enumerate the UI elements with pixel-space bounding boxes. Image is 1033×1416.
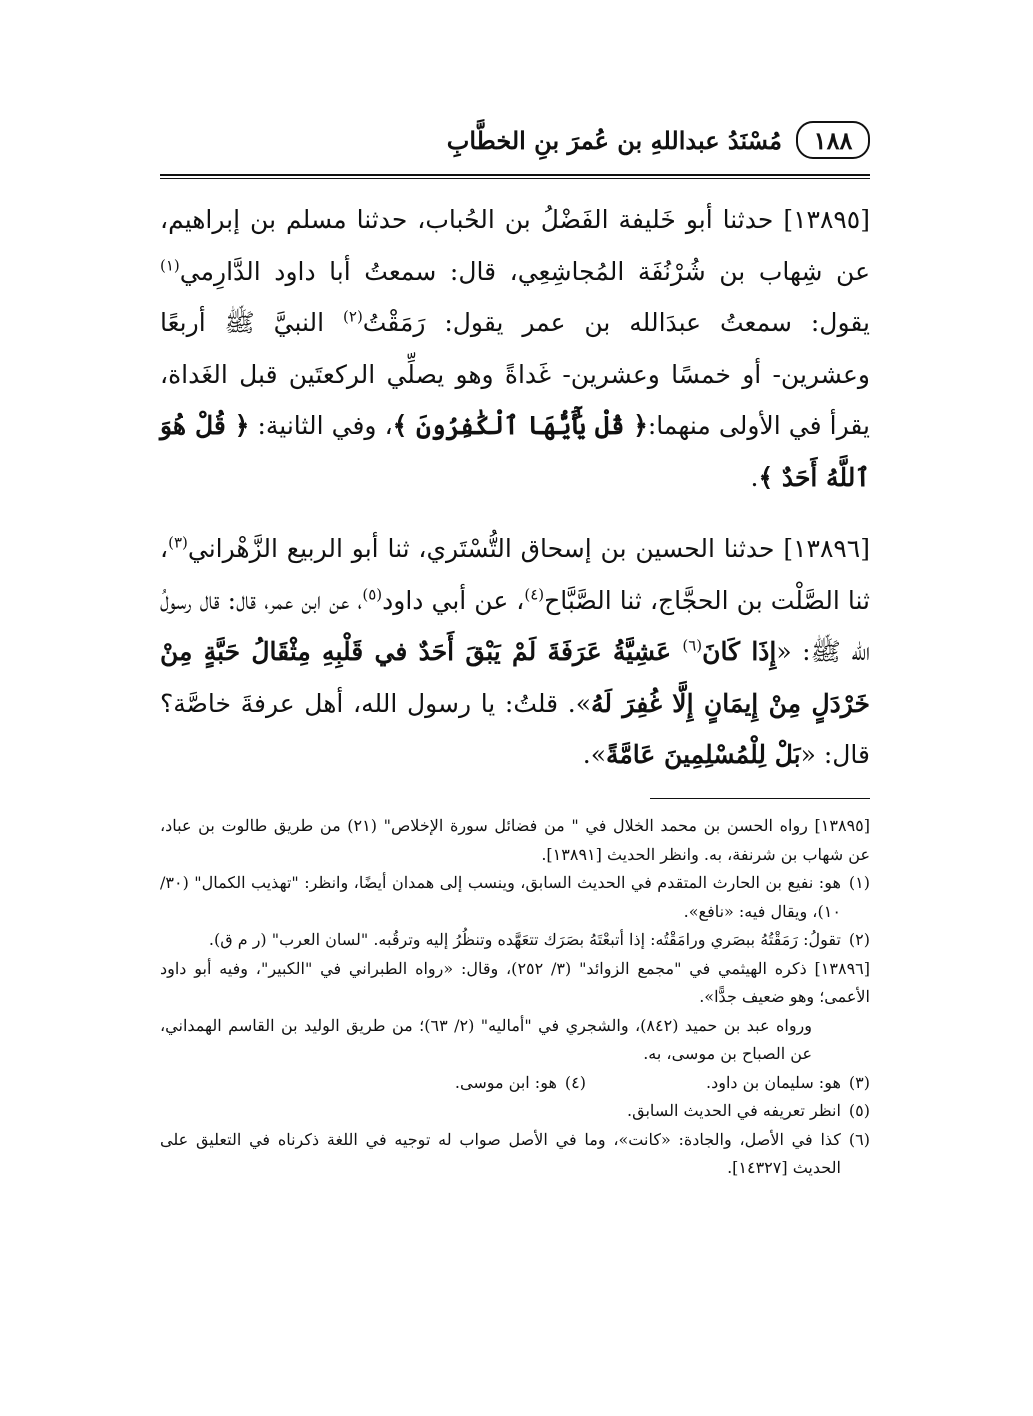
hadith-text: ، عن ابن عمر، قال: قال رسولُ الله ﷺ: « [160,585,871,666]
footnote-ref-4[interactable]: (٤) [524,585,545,604]
hadith-text: ». [582,740,606,769]
footnote-3-4 [160,1069,870,1098]
footnote-6 [160,1126,870,1183]
hadith-text: ، وفي الثانية: [249,411,393,440]
page-header [160,120,870,160]
footnote-text: هو: سليمان بن داود. [706,1072,841,1092]
footnote-marker: (٢) [848,930,870,949]
hadith-13896 [160,523,870,781]
hadith-text: . [750,462,759,492]
hadith-number: [١٣٨٩٦] [783,534,870,563]
quran-verse: ﴿ قُلْ هُوَ ٱللَّهُ أَحَدٌ ﴾ [160,411,870,492]
footnotes [160,812,870,1183]
running-title: مُسْنَدُ عبداللهِ بن عُمرَ بنِ الخطَّابِ [446,125,782,155]
footnote-4 [455,1069,586,1098]
footnote-marker: (٤) [564,1072,586,1092]
footnote-separator [650,798,870,799]
footnote-5 [160,1097,870,1126]
hadith-text: ، عن أبي داود [382,585,525,615]
hadith-number: [١٣٨٩٥] [783,205,870,234]
footnote-marker: (٦) [848,1129,870,1149]
hadith-text: النبيَّ ﷺ أربعًا وعشرين- أو خمسًا وعشرين- غَداةً وهو يصلِّي الركعتَين قبل الغَداة، يقرأ في الأولى منهما: [160,308,870,440]
footnote-ref-2[interactable]: (٢) [343,307,363,326]
footnote-ref-1[interactable]: (١) [160,256,180,275]
footnote-ref-6[interactable]: (٦) [682,636,703,655]
hadith-13895 [160,194,870,503]
footnote-3 [706,1069,870,1098]
hadith-text: يقول: سمعتُ عبدَالله بن عمر يقول: رَمَقْتُ [362,308,870,337]
hadith-text: حدثنا أبو خَليفة الفَضْلُ بن الحُباب، حدثنا مسلم بن إبراهيم، عن شِهاب بن شُرْنُفَة المُجاشِعِي، قال: سمعتُ أبا داود الدَّارِمي [160,205,870,286]
footnote-marker: (٥) [848,1101,870,1120]
prophetic-speech: بَلْ لِلْمُسْلِمِينَ عَامَّةً [606,740,801,769]
footnote-ref-3[interactable]: (٣) [168,533,188,552]
footnote-1 [160,869,870,926]
footnote-marker: (١) [848,873,870,892]
main-text [160,194,870,781]
footnote-13895: [١٣٨٩٥] رواه الحسن بن محمد الخلال في " من فضائل سورة الإخلاص" (٢١) من طريق طالوت بن عباد، عن شهاب بن شرنفة، به. وانظر الحديث [١٣٨٩١]. [160,816,871,864]
footnote-ref-5[interactable]: (٥) [362,585,383,604]
prophetic-speech: إِذَا كَانَ [702,637,777,666]
hadith-text: ، ثنا الصَّلْت بن الحجَّاج، ثنا الصَّبَّاح [160,534,870,615]
prophetic-speech: عَشِيَّةُ عَرَفَةَ لَمْ يَبْقَ أَحَدٌ في قَلْبِهِ مِثْقَالُ حَبَّةٍ مِنْ خَرْدَلٍ مِنْ إِيمَانٍ إِلَّا غُفِرَ لَهُ [160,637,870,718]
footnote-13896-continued: ورواه عبد بن حميد (٨٤٢)، والشجري في "أماليه" (٢/ ٦٣)؛ من طريق الوليد بن القاسم الهمداني، عن الصباح بن موسى، به. [160,1015,812,1063]
header-rule-thin [160,178,870,179]
footnote-text: كذا في الأصل، والجادة: «كانت»، وما في الأصل صواب له توجيه في اللغة ذكرناه في التعليق على الحديث [١٤٣٢٧]. [160,1129,841,1177]
hadith-text: ». قلتُ: يا رسول الله، أهل عرفةَ خاصَّة؟ قال: « [160,688,870,769]
hadith-text: حدثنا الحسين بن إسحاق التُّسْتَري، ثنا أبو الربيع الزَّهْراني [187,534,784,563]
page-number: ١٨٨ [796,121,870,159]
quran-verse: ﴿ قُلْ يَٰٓأَيُّهَا ٱلْكَٰفِرُونَ ﴾ [392,411,648,440]
footnote-text: هو: نفيع بن الحارث المتقدم في الحديث السابق، وينسب إلى همدان أيضًا، وانظر: "تهذيب الكمال" (٣٠/ ١٠)، ويقال فيه: «نافع». [160,873,841,921]
footnote-2 [160,926,870,955]
footnote-text: تقولُ: رَمَقْتُهُ ببصَري ورامَقْتُه: إذا أتبعْتَهُ بصَرَك تتعَهَّده وتنظُرُ إليه وترقُبه. "لسان العرب" (ر م ق). [208,930,841,949]
footnote-text: انظر تعريفه في الحديث السابق. [627,1101,841,1120]
header-rule [160,174,870,176]
footnote-13896: [١٣٨٩٦] ذكره الهيثمي في "مجمع الزوائد" (٣/ ٢٥٢)، وقال: «رواه الطبراني في "الكبير"، وفيه أبو داود الأعمى؛ وهو ضعيف جدًّا». [160,958,871,1006]
footnote-marker: (٣) [848,1072,870,1092]
footnote-text: هو: ابن موسى. [454,1072,557,1092]
